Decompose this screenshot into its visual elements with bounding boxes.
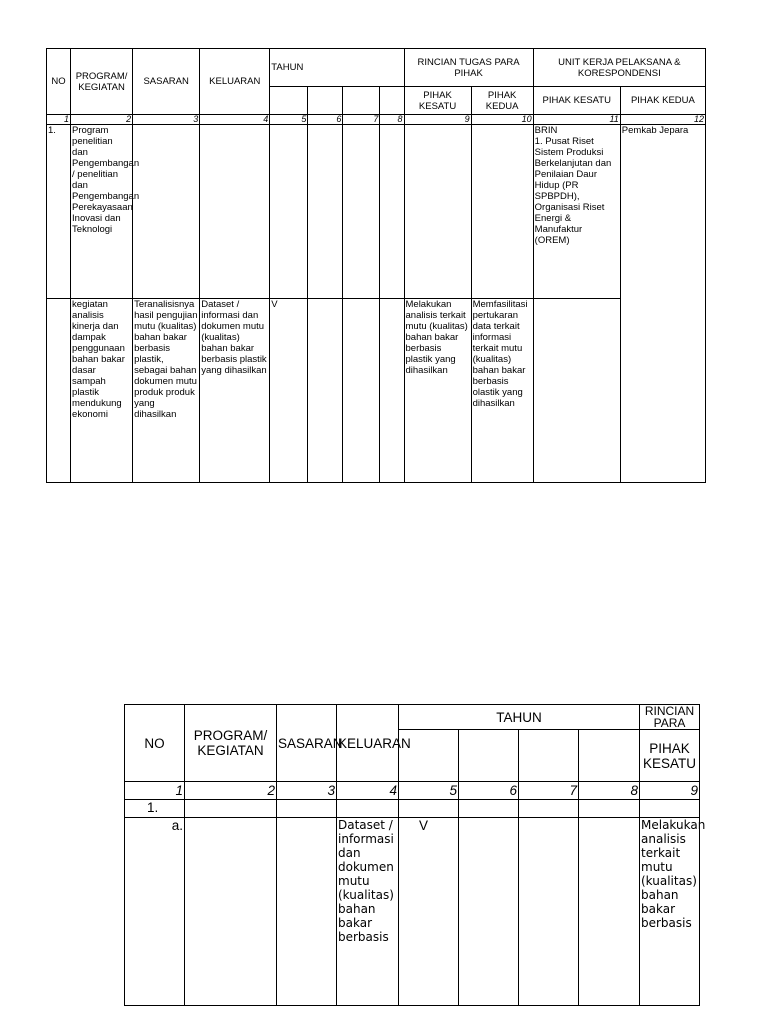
zoomed-cooperation-table <box>124 704 740 1006</box>
column-number: 1 <box>125 782 185 800</box>
pihak-kedua-cell <box>471 125 533 299</box>
pihak-kesatu-cell: Melakukan analisis terkait mutu (kualitas) bahan bakar berbasis <box>640 818 700 1006</box>
unit-kedua-cell: Pemkab Jepara <box>620 125 705 483</box>
tahun-year-cell <box>270 87 308 115</box>
header-keluaran: KELUARAN <box>200 49 270 115</box>
header-pihak-kesatu: PIHAK KESATU <box>640 730 700 782</box>
tahun-cell <box>579 818 640 1006</box>
pihak-kesatu-cell: Melakukan analisis terkait mutu (kualitas) bahan bakar berbasis plastik yang dihasilkan <box>404 299 471 483</box>
column-number: 5 <box>399 782 459 800</box>
column-number: 12 <box>620 115 705 125</box>
column-number: 2 <box>185 782 277 800</box>
pihak-kedua-cell: Memfasilitasi pertukaran data terkait informasi terkait mutu (kualitas) bahan bakar berbasis olastik yang dihasilkan <box>471 299 533 483</box>
table-row <box>47 125 706 299</box>
tahun-cell <box>519 818 579 1006</box>
sasaran-cell <box>133 125 200 299</box>
tahun-mark: V <box>399 818 459 1006</box>
header-no: NO <box>47 49 71 115</box>
tahun-cell <box>343 125 380 299</box>
column-number: 7 <box>343 115 380 125</box>
program-cell: kegiatan analisis kinerja dan dampak penggunaan bahan bakar dasar sampah plastik mendukung ekonomi <box>71 299 133 483</box>
column-number-row <box>125 782 740 800</box>
header-sasaran: SASARAN <box>133 49 200 115</box>
tahun-cell <box>308 299 343 483</box>
header-no: NO <box>125 705 185 782</box>
column-number: 10 <box>471 115 533 125</box>
header-tahun: TAHUN <box>399 705 640 730</box>
tahun-cell <box>270 125 308 299</box>
column-number: 7 <box>519 782 579 800</box>
header-program: PROGRAM/ KEGIATAN <box>185 705 277 782</box>
header-program: PROGRAM/ KEGIATAN <box>71 49 133 115</box>
header-sasaran: SASARAN <box>277 705 337 782</box>
pihak-kesatu-cell <box>404 125 471 299</box>
unit-kesatu-cell: BRIN 1. Pusat Riset Sistem Produksi Berkelanjutan dan Penilaian Daur Hidup (PR SPBPDH), Organisasi Riset Energi & Manufaktur (OREM) <box>533 125 620 299</box>
column-number: 5 <box>270 115 308 125</box>
column-number-row <box>47 115 706 125</box>
tahun-year-cell <box>380 87 404 115</box>
header-unit-kerja: UNIT KERJA PELAKSANA & KORESPONDENSI <box>533 49 705 87</box>
column-number: 6 <box>459 782 519 800</box>
tahun-cell <box>380 125 404 299</box>
column-number: 6 <box>308 115 343 125</box>
row-number: 1. <box>125 800 185 818</box>
keluaran-cell <box>200 125 270 299</box>
table-row <box>125 818 740 1006</box>
sasaran-cell: Teranalisisnya hasil pengujian mutu (kualitas) bahan bakar berbasis plastik, sebagai bahan dokumen mutu produk produk yang dihasilkan <box>133 299 200 483</box>
tahun-cell <box>459 818 519 1006</box>
tahun-year-cell <box>343 87 380 115</box>
column-number: 9 <box>640 782 700 800</box>
header-tahun: TAHUN <box>270 49 404 87</box>
row-number: 1. <box>47 125 71 299</box>
header-rincian-tugas: RINCIAN TUGAS PARA PIHAK <box>404 49 533 87</box>
header-rincian: RINCIAN PARA <box>640 705 700 730</box>
header-pihak-kedua: PIHAK KEDUA <box>471 87 533 115</box>
column-number: 8 <box>579 782 640 800</box>
tahun-year-cell <box>308 87 343 115</box>
tahun-year-cell <box>459 730 519 782</box>
sasaran-cell <box>277 818 337 1006</box>
header-unit-pihak-kedua: PIHAK KEDUA <box>620 87 705 115</box>
header-keluaran: KELUARAN <box>337 705 399 782</box>
column-number: 3 <box>277 782 337 800</box>
keluaran-cell: Dataset / informasi dan dokumen mutu (kualitas) bahan bakar berbasis <box>337 818 399 1006</box>
table-row <box>125 800 740 818</box>
table-row <box>47 299 706 483</box>
zoomed-table-view <box>123 700 706 1005</box>
column-number: 11 <box>533 115 620 125</box>
cooperation-task-table <box>46 48 706 483</box>
column-number: 1 <box>47 115 71 125</box>
column-number: 9 <box>404 115 471 125</box>
program-cell: Program penelitian dan Pengembangan / penelitian dan Pengembangan Perekayasaan Inovasi dan Teknologi <box>71 125 133 299</box>
tahun-cell <box>308 125 343 299</box>
column-number: 2 <box>71 115 133 125</box>
tahun-year-cell <box>519 730 579 782</box>
keluaran-cell: Dataset / informasi dan dokumen mutu (kualitas) bahan bakar berbasis plastik yang dihasilkan <box>200 299 270 483</box>
column-number: 4 <box>337 782 399 800</box>
tahun-cell <box>343 299 380 483</box>
tahun-mark: V <box>270 299 308 483</box>
tahun-year-cell <box>579 730 640 782</box>
tahun-cell <box>380 299 404 483</box>
column-number: 4 <box>200 115 270 125</box>
unit-kesatu-cell <box>533 299 620 483</box>
header-pihak-kesatu: PIHAK KESATU <box>404 87 471 115</box>
column-number: 8 <box>380 115 404 125</box>
program-cell <box>185 818 277 1006</box>
column-number: 3 <box>133 115 200 125</box>
row-number <box>47 299 71 483</box>
header-unit-pihak-kesatu: PIHAK KESATU <box>533 87 620 115</box>
row-letter: a. <box>125 818 185 1006</box>
